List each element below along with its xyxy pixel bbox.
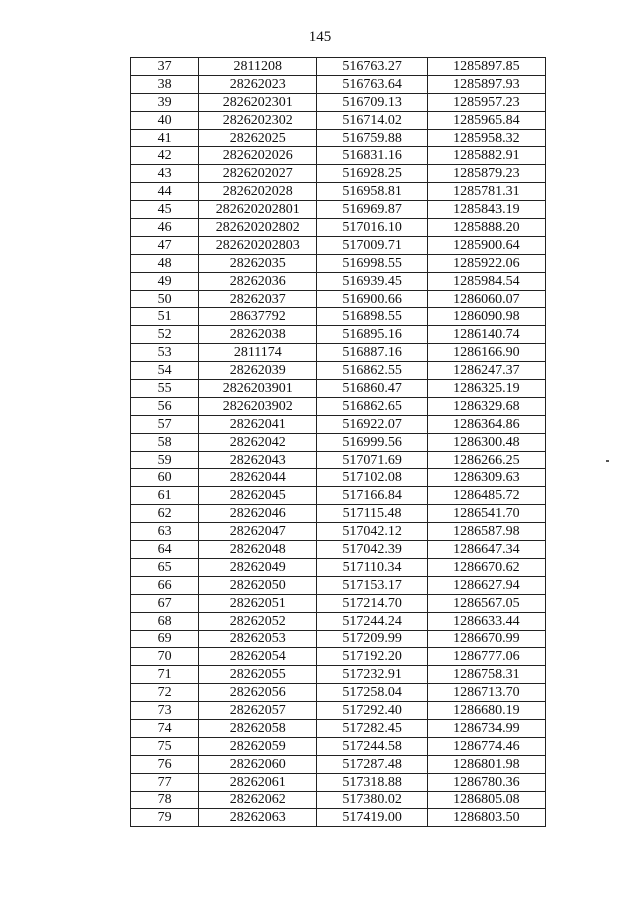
point-id-cell: 2826203902 bbox=[199, 397, 317, 415]
point-id-cell: 28262063 bbox=[199, 809, 317, 827]
x-coordinate-cell: 516928.25 bbox=[317, 165, 427, 183]
y-coordinate-cell: 1286774.46 bbox=[427, 737, 545, 755]
point-id-cell: 28262044 bbox=[199, 469, 317, 487]
table-row bbox=[131, 684, 546, 702]
point-id-cell: 28262052 bbox=[199, 612, 317, 630]
x-coordinate-cell: 516709.13 bbox=[317, 93, 427, 111]
point-id-cell: 28262036 bbox=[199, 272, 317, 290]
x-coordinate-cell: 517287.48 bbox=[317, 755, 427, 773]
table-row bbox=[131, 201, 546, 219]
point-id-cell: 2826202028 bbox=[199, 183, 317, 201]
x-coordinate-cell: 517009.71 bbox=[317, 236, 427, 254]
y-coordinate-cell: 1286485.72 bbox=[427, 487, 545, 505]
coordinates-table-body bbox=[131, 58, 546, 827]
point-id-cell: 28262038 bbox=[199, 326, 317, 344]
table-row bbox=[131, 558, 546, 576]
y-coordinate-cell: 1286627.94 bbox=[427, 576, 545, 594]
y-coordinate-cell: 1286713.70 bbox=[427, 684, 545, 702]
y-coordinate-cell: 1285958.32 bbox=[427, 129, 545, 147]
point-id-cell: 2811174 bbox=[199, 344, 317, 362]
x-coordinate-cell: 516763.64 bbox=[317, 75, 427, 93]
point-number-cell: 62 bbox=[131, 505, 199, 523]
table-row bbox=[131, 165, 546, 183]
x-coordinate-cell: 517016.10 bbox=[317, 219, 427, 237]
x-coordinate-cell: 517258.04 bbox=[317, 684, 427, 702]
point-id-cell: 28262041 bbox=[199, 415, 317, 433]
y-coordinate-cell: 1286090.98 bbox=[427, 308, 545, 326]
point-number-cell: 63 bbox=[131, 523, 199, 541]
y-coordinate-cell: 1285897.93 bbox=[427, 75, 545, 93]
x-coordinate-cell: 517214.70 bbox=[317, 594, 427, 612]
y-coordinate-cell: 1285922.06 bbox=[427, 254, 545, 272]
point-number-cell: 75 bbox=[131, 737, 199, 755]
x-coordinate-cell: 517232.91 bbox=[317, 666, 427, 684]
x-coordinate-cell: 516759.88 bbox=[317, 129, 427, 147]
point-number-cell: 73 bbox=[131, 702, 199, 720]
point-id-cell: 28262045 bbox=[199, 487, 317, 505]
y-coordinate-cell: 1286567.05 bbox=[427, 594, 545, 612]
x-coordinate-cell: 517244.58 bbox=[317, 737, 427, 755]
table-row bbox=[131, 648, 546, 666]
y-coordinate-cell: 1286060.07 bbox=[427, 290, 545, 308]
point-id-cell: 28262051 bbox=[199, 594, 317, 612]
x-coordinate-cell: 516999.56 bbox=[317, 433, 427, 451]
x-coordinate-cell: 517380.02 bbox=[317, 791, 427, 809]
x-coordinate-cell: 516763.27 bbox=[317, 58, 427, 76]
stray-mark bbox=[606, 460, 609, 462]
table-row bbox=[131, 433, 546, 451]
point-number-cell: 44 bbox=[131, 183, 199, 201]
x-coordinate-cell: 516998.55 bbox=[317, 254, 427, 272]
table-row bbox=[131, 451, 546, 469]
point-number-cell: 56 bbox=[131, 397, 199, 415]
point-id-cell: 28262047 bbox=[199, 523, 317, 541]
x-coordinate-cell: 516831.16 bbox=[317, 147, 427, 165]
y-coordinate-cell: 1285843.19 bbox=[427, 201, 545, 219]
x-coordinate-cell: 517318.88 bbox=[317, 773, 427, 791]
x-coordinate-cell: 516939.45 bbox=[317, 272, 427, 290]
point-id-cell: 2826202027 bbox=[199, 165, 317, 183]
point-number-cell: 45 bbox=[131, 201, 199, 219]
point-id-cell: 28637792 bbox=[199, 308, 317, 326]
x-coordinate-cell: 516969.87 bbox=[317, 201, 427, 219]
table-row bbox=[131, 630, 546, 648]
point-number-cell: 59 bbox=[131, 451, 199, 469]
table-row bbox=[131, 308, 546, 326]
y-coordinate-cell: 1285882.91 bbox=[427, 147, 545, 165]
x-coordinate-cell: 516714.02 bbox=[317, 111, 427, 129]
y-coordinate-cell: 1286803.50 bbox=[427, 809, 545, 827]
point-id-cell: 28262057 bbox=[199, 702, 317, 720]
point-id-cell: 28262035 bbox=[199, 254, 317, 272]
table-row bbox=[131, 93, 546, 111]
point-id-cell: 28262037 bbox=[199, 290, 317, 308]
y-coordinate-cell: 1286587.98 bbox=[427, 523, 545, 541]
x-coordinate-cell: 517042.12 bbox=[317, 523, 427, 541]
y-coordinate-cell: 1286805.08 bbox=[427, 791, 545, 809]
table-row bbox=[131, 58, 546, 76]
y-coordinate-cell: 1286364.86 bbox=[427, 415, 545, 433]
point-number-cell: 78 bbox=[131, 791, 199, 809]
point-number-cell: 46 bbox=[131, 219, 199, 237]
table-row bbox=[131, 755, 546, 773]
x-coordinate-cell: 516958.81 bbox=[317, 183, 427, 201]
point-id-cell: 28262039 bbox=[199, 362, 317, 380]
y-coordinate-cell: 1286541.70 bbox=[427, 505, 545, 523]
x-coordinate-cell: 517209.99 bbox=[317, 630, 427, 648]
y-coordinate-cell: 1285888.20 bbox=[427, 219, 545, 237]
point-number-cell: 42 bbox=[131, 147, 199, 165]
point-number-cell: 53 bbox=[131, 344, 199, 362]
table-row bbox=[131, 147, 546, 165]
table-row bbox=[131, 541, 546, 559]
point-number-cell: 49 bbox=[131, 272, 199, 290]
point-number-cell: 67 bbox=[131, 594, 199, 612]
table-row bbox=[131, 702, 546, 720]
table-row bbox=[131, 362, 546, 380]
point-number-cell: 43 bbox=[131, 165, 199, 183]
point-id-cell: 282620202802 bbox=[199, 219, 317, 237]
point-id-cell: 28262061 bbox=[199, 773, 317, 791]
y-coordinate-cell: 1286777.06 bbox=[427, 648, 545, 666]
point-number-cell: 69 bbox=[131, 630, 199, 648]
point-number-cell: 41 bbox=[131, 129, 199, 147]
x-coordinate-cell: 516887.16 bbox=[317, 344, 427, 362]
y-coordinate-cell: 1285897.85 bbox=[427, 58, 545, 76]
point-number-cell: 58 bbox=[131, 433, 199, 451]
x-coordinate-cell: 517071.69 bbox=[317, 451, 427, 469]
coordinates-table bbox=[130, 57, 546, 827]
table-row bbox=[131, 719, 546, 737]
y-coordinate-cell: 1286329.68 bbox=[427, 397, 545, 415]
y-coordinate-cell: 1285957.23 bbox=[427, 93, 545, 111]
point-id-cell: 28262055 bbox=[199, 666, 317, 684]
point-id-cell: 282620202803 bbox=[199, 236, 317, 254]
point-id-cell: 28262059 bbox=[199, 737, 317, 755]
x-coordinate-cell: 517419.00 bbox=[317, 809, 427, 827]
point-id-cell: 28262050 bbox=[199, 576, 317, 594]
point-id-cell: 28262023 bbox=[199, 75, 317, 93]
point-id-cell: 2826202302 bbox=[199, 111, 317, 129]
point-number-cell: 71 bbox=[131, 666, 199, 684]
table-row bbox=[131, 773, 546, 791]
x-coordinate-cell: 516860.47 bbox=[317, 380, 427, 398]
x-coordinate-cell: 517042.39 bbox=[317, 541, 427, 559]
y-coordinate-cell: 1286670.62 bbox=[427, 558, 545, 576]
x-coordinate-cell: 517153.17 bbox=[317, 576, 427, 594]
y-coordinate-cell: 1286309.63 bbox=[427, 469, 545, 487]
table-row bbox=[131, 254, 546, 272]
point-id-cell: 28262049 bbox=[199, 558, 317, 576]
point-number-cell: 61 bbox=[131, 487, 199, 505]
x-coordinate-cell: 517115.48 bbox=[317, 505, 427, 523]
point-id-cell: 28262043 bbox=[199, 451, 317, 469]
table-row bbox=[131, 111, 546, 129]
y-coordinate-cell: 1286780.36 bbox=[427, 773, 545, 791]
table-row bbox=[131, 290, 546, 308]
x-coordinate-cell: 517110.34 bbox=[317, 558, 427, 576]
y-coordinate-cell: 1286633.44 bbox=[427, 612, 545, 630]
point-id-cell: 28262058 bbox=[199, 719, 317, 737]
point-id-cell: 28262046 bbox=[199, 505, 317, 523]
point-number-cell: 76 bbox=[131, 755, 199, 773]
point-id-cell: 28262062 bbox=[199, 791, 317, 809]
x-coordinate-cell: 517102.08 bbox=[317, 469, 427, 487]
point-number-cell: 54 bbox=[131, 362, 199, 380]
y-coordinate-cell: 1285900.64 bbox=[427, 236, 545, 254]
table-row bbox=[131, 612, 546, 630]
x-coordinate-cell: 516862.55 bbox=[317, 362, 427, 380]
y-coordinate-cell: 1286758.31 bbox=[427, 666, 545, 684]
table-row bbox=[131, 505, 546, 523]
point-id-cell: 28262056 bbox=[199, 684, 317, 702]
y-coordinate-cell: 1286801.98 bbox=[427, 755, 545, 773]
point-number-cell: 74 bbox=[131, 719, 199, 737]
point-number-cell: 52 bbox=[131, 326, 199, 344]
table-row bbox=[131, 183, 546, 201]
table-row bbox=[131, 487, 546, 505]
point-number-cell: 48 bbox=[131, 254, 199, 272]
x-coordinate-cell: 516898.55 bbox=[317, 308, 427, 326]
table-row bbox=[131, 737, 546, 755]
y-coordinate-cell: 1286325.19 bbox=[427, 380, 545, 398]
point-number-cell: 65 bbox=[131, 558, 199, 576]
point-number-cell: 66 bbox=[131, 576, 199, 594]
point-id-cell: 2826202026 bbox=[199, 147, 317, 165]
point-id-cell: 282620202801 bbox=[199, 201, 317, 219]
y-coordinate-cell: 1286247.37 bbox=[427, 362, 545, 380]
x-coordinate-cell: 517282.45 bbox=[317, 719, 427, 737]
y-coordinate-cell: 1285965.84 bbox=[427, 111, 545, 129]
point-number-cell: 40 bbox=[131, 111, 199, 129]
point-id-cell: 2826203901 bbox=[199, 380, 317, 398]
table-row bbox=[131, 594, 546, 612]
point-number-cell: 50 bbox=[131, 290, 199, 308]
point-number-cell: 37 bbox=[131, 58, 199, 76]
y-coordinate-cell: 1285879.23 bbox=[427, 165, 545, 183]
table-row bbox=[131, 469, 546, 487]
point-id-cell: 28262060 bbox=[199, 755, 317, 773]
point-number-cell: 38 bbox=[131, 75, 199, 93]
point-id-cell: 2826202301 bbox=[199, 93, 317, 111]
point-number-cell: 72 bbox=[131, 684, 199, 702]
table-row bbox=[131, 129, 546, 147]
table-row bbox=[131, 75, 546, 93]
table-row bbox=[131, 344, 546, 362]
y-coordinate-cell: 1285984.54 bbox=[427, 272, 545, 290]
table-row bbox=[131, 791, 546, 809]
table-row bbox=[131, 415, 546, 433]
x-coordinate-cell: 516922.07 bbox=[317, 415, 427, 433]
point-number-cell: 60 bbox=[131, 469, 199, 487]
table-row bbox=[131, 326, 546, 344]
y-coordinate-cell: 1286140.74 bbox=[427, 326, 545, 344]
point-number-cell: 77 bbox=[131, 773, 199, 791]
x-coordinate-cell: 516900.66 bbox=[317, 290, 427, 308]
table-row bbox=[131, 809, 546, 827]
point-id-cell: 28262025 bbox=[199, 129, 317, 147]
point-id-cell: 28262054 bbox=[199, 648, 317, 666]
point-id-cell: 28262042 bbox=[199, 433, 317, 451]
y-coordinate-cell: 1285781.31 bbox=[427, 183, 545, 201]
point-number-cell: 55 bbox=[131, 380, 199, 398]
point-number-cell: 68 bbox=[131, 612, 199, 630]
y-coordinate-cell: 1286734.99 bbox=[427, 719, 545, 737]
y-coordinate-cell: 1286300.48 bbox=[427, 433, 545, 451]
point-id-cell: 28262053 bbox=[199, 630, 317, 648]
y-coordinate-cell: 1286266.25 bbox=[427, 451, 545, 469]
x-coordinate-cell: 517166.84 bbox=[317, 487, 427, 505]
table-row bbox=[131, 523, 546, 541]
table-row bbox=[131, 272, 546, 290]
point-number-cell: 64 bbox=[131, 541, 199, 559]
page-number: 145 bbox=[308, 29, 332, 45]
table-row bbox=[131, 380, 546, 398]
point-number-cell: 47 bbox=[131, 236, 199, 254]
x-coordinate-cell: 516862.65 bbox=[317, 397, 427, 415]
x-coordinate-cell: 517192.20 bbox=[317, 648, 427, 666]
table-row bbox=[131, 219, 546, 237]
x-coordinate-cell: 516895.16 bbox=[317, 326, 427, 344]
y-coordinate-cell: 1286166.90 bbox=[427, 344, 545, 362]
point-number-cell: 39 bbox=[131, 93, 199, 111]
point-number-cell: 57 bbox=[131, 415, 199, 433]
y-coordinate-cell: 1286647.34 bbox=[427, 541, 545, 559]
point-number-cell: 51 bbox=[131, 308, 199, 326]
table-row bbox=[131, 666, 546, 684]
table-row bbox=[131, 236, 546, 254]
y-coordinate-cell: 1286680.19 bbox=[427, 702, 545, 720]
point-id-cell: 2811208 bbox=[199, 58, 317, 76]
x-coordinate-cell: 517292.40 bbox=[317, 702, 427, 720]
point-number-cell: 70 bbox=[131, 648, 199, 666]
x-coordinate-cell: 517244.24 bbox=[317, 612, 427, 630]
point-number-cell: 79 bbox=[131, 809, 199, 827]
point-id-cell: 28262048 bbox=[199, 541, 317, 559]
table-row bbox=[131, 576, 546, 594]
y-coordinate-cell: 1286670.99 bbox=[427, 630, 545, 648]
table-row bbox=[131, 397, 546, 415]
